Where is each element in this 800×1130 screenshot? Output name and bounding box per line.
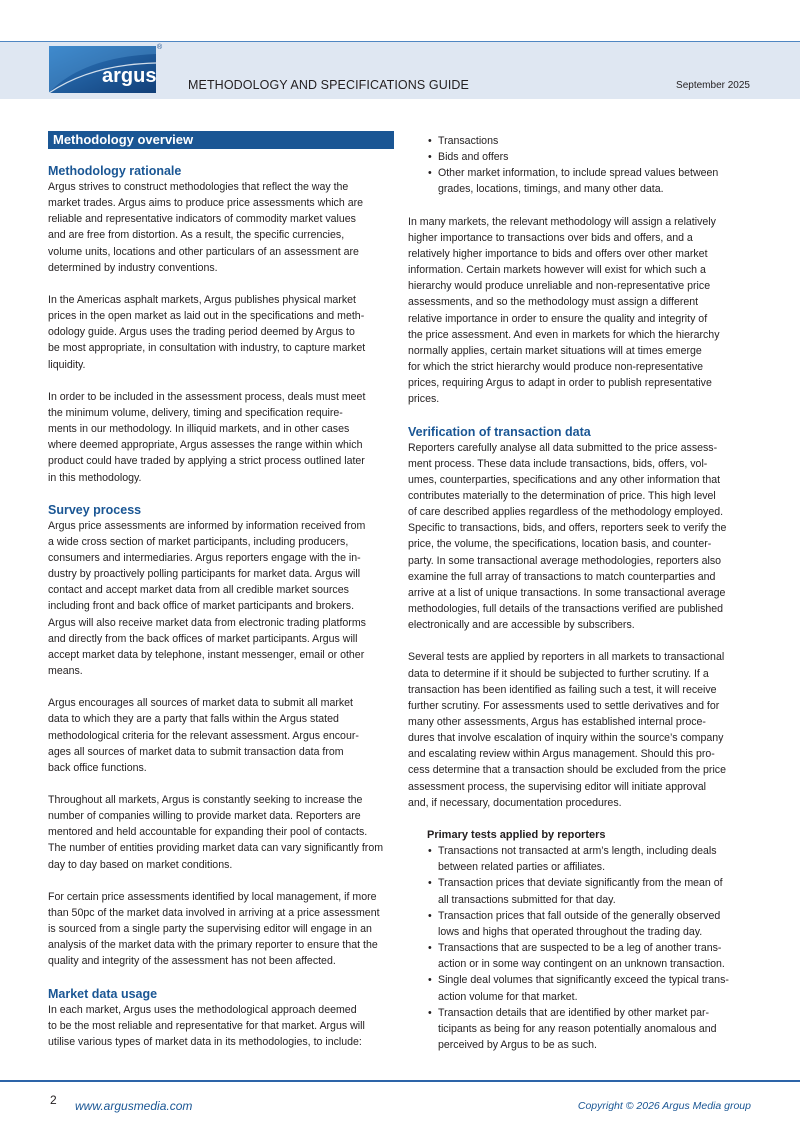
- logo-text: argus: [102, 65, 156, 87]
- paragraph: Reporters carefully analyse all data submitted to the price assess- ment process. These data include transactions, bids, offers, vol- umes, counterparties, specifications and any other information that contributes materially to the determination of price. This high level of care described applies regardless of the methodology employed. Specific to transactions, bids, and offers, reporters seek to verify the price, the volume, the specifications, location basis, and counter- party. In some transactional average methodologies, reporters also examine the full array of transactions to match counterparties and arrive at a list of unique transactions. In some transactional average methodologies, full details of the transactions verified are published electronically and are accessible by subscribers.: [408, 441, 727, 632]
- section-title: Methodology overview: [48, 131, 394, 149]
- heading-verification-of-transaction-data: Verification of transaction data: [408, 424, 591, 439]
- paragraph: Throughout all markets, Argus is constantly seeking to increase the number of companies willing to provide market data. Reporters are mentored and held accountable for expanding their pool of contacts. The number of entities providing market data can vary significantly from day to day based on market conditions.: [48, 794, 384, 871]
- footer-divider: [0, 1080, 800, 1082]
- argus-logo[interactable]: [49, 46, 156, 93]
- heading-market-data-usage: Market data usage: [48, 986, 158, 1001]
- heading-methodology-rationale: Methodology rationale: [48, 164, 182, 178]
- paragraph: For certain price assessments identified by local management, if more than 50pc of the market data involved in arriving at a price assessment is sourced from a single party the supervising editor will engage in an analysis of the market data with the primary reporter to ensure that the quality and integrity of the assessment has not been affected.: [48, 890, 380, 968]
- market-data-types-list: [408, 133, 754, 198]
- list-item: • Transactions not transacted at arm’s length, including deals between related parties or affiliates.: [408, 843, 754, 875]
- copyright-notice: Copyright © 2026 Argus Media group: [577, 1100, 751, 1112]
- website-link[interactable]: www.argusmedia.com: [75, 1099, 193, 1113]
- page-number: 2: [50, 1093, 57, 1107]
- primary-tests-list: [408, 843, 754, 1053]
- paragraph: In each market, Argus uses the methodological approach deemed to be the most reliable and representative for that market. Argus will utilise various types of market data in its methodologies, to include:: [48, 1003, 365, 1048]
- document-title: METHODOLOGY AND SPECIFICATIONS GUIDE: [188, 78, 469, 92]
- registered-mark: ®: [157, 44, 163, 51]
- paragraph: Argus encourages all sources of market data to submit all market data to which they are a party that falls within the Argus stated methodological criteria for the relevant assessment. Argus encour- ages all sources of market data to submit transaction data from back office functions.: [48, 697, 359, 774]
- heading-survey-process: Survey process: [48, 502, 142, 517]
- right-column: [408, 133, 754, 1053]
- paragraph: In the Americas asphalt markets, Argus publishes physical market prices in the open market as laid out in the specifications and meth- odology guide. Argus uses the trading period deemed by Argus to be most appropriate, in consultation with industry, to capture market liquidity.: [48, 293, 366, 371]
- subheading-primary-tests: Primary tests applied by reporters: [427, 828, 606, 841]
- list-item: • Single deal volumes that significantly exceed the typical trans- action volume for that market.: [408, 972, 754, 1004]
- list-item: • Transactions that are suspected to be a leg of another trans- action or in some way contingent on an unknown transaction.: [408, 940, 754, 972]
- paragraph: In order to be included in the assessment process, deals must meet the minimum volume, delivery, timing and specification require- ments in our methodology. In illiquid markets, and in other cases where deemed appropriate, Argus assesses the range within which product could have traded by applying a strict process outlined later in this methodology.: [48, 390, 366, 484]
- list-item: • Other market information, to include spread values between grades, locations, timings, and many other data.: [408, 165, 754, 197]
- list-item: • Transactions: [408, 133, 754, 149]
- paragraph: Several tests are applied by reporters in all markets to transactional data to determine if it should be subjected to further scrutiny. If a transaction has been identified as failing such a test, it will receive further scrutiny. For assessments used to settle derivatives and for many other assessments, Argus has established internal proce- dures that involve escalation of inquiry within the source’s company and escalating review within Argus management. Should this pro- cess determine that a transaction should be excluded from the price assessment process, the supervising editor will initiate approval and, if necessary, documentation procedures.: [408, 651, 726, 809]
- left-column: [48, 131, 394, 1050]
- list-item: • Transaction prices that fall outside of the generally observed lows and highs that operated throughout the trading day.: [408, 908, 754, 940]
- paragraph: Argus strives to construct methodologies that reflect the way the market trades. Argus aims to produce price assessments which are reliable and representative indicators of commodity market values and are free from distortion. As a result, the specific currencies, volume units, locations and other particulars of an assessment are determined by industry conventions.: [48, 181, 364, 274]
- document-date: September 2025: [676, 80, 750, 91]
- list-item: • Transaction prices that deviate significantly from the mean of all transactions submitted for that day.: [408, 875, 754, 907]
- paragraph: In many markets, the relevant methodology will assign a relatively higher importance to transactions over bids and offers, and a relatively higher importance to bids and offers over other market information. Certain markets however will exist for which such a hierarchy would produce unreliable and non-representative price assessments, and so the methodology must assign a different relative importance in order to ensure the quality and integrity of the price assessment. And even in markets for which the hierarchy normally applies, certain market situations will at times emerge for which the strict hierarchy would produce non-representative prices, requiring Argus to adapt in order to publish representative prices.: [408, 215, 720, 406]
- list-item: • Bids and offers: [408, 149, 754, 165]
- paragraph: Argus price assessments are informed by information received from a wide cross section of market participants, including producers, consumers and intermediaries. Argus reporters engage with the in- dustry by proactively polling participants for market data. Argus will contact and accept market data from all credible market sources including front and back office of market participants and brokers. Argus will also receive market data from electronic trading platforms and directly from the back offices of market participants. Argus will accept market data by telephone, instant messenger, email or other means.: [48, 519, 366, 678]
- list-item: • Transaction details that are identified by other market par- ticipants as being for any reason potentially anomalous and perceived by Argus to be as such.: [408, 1005, 754, 1053]
